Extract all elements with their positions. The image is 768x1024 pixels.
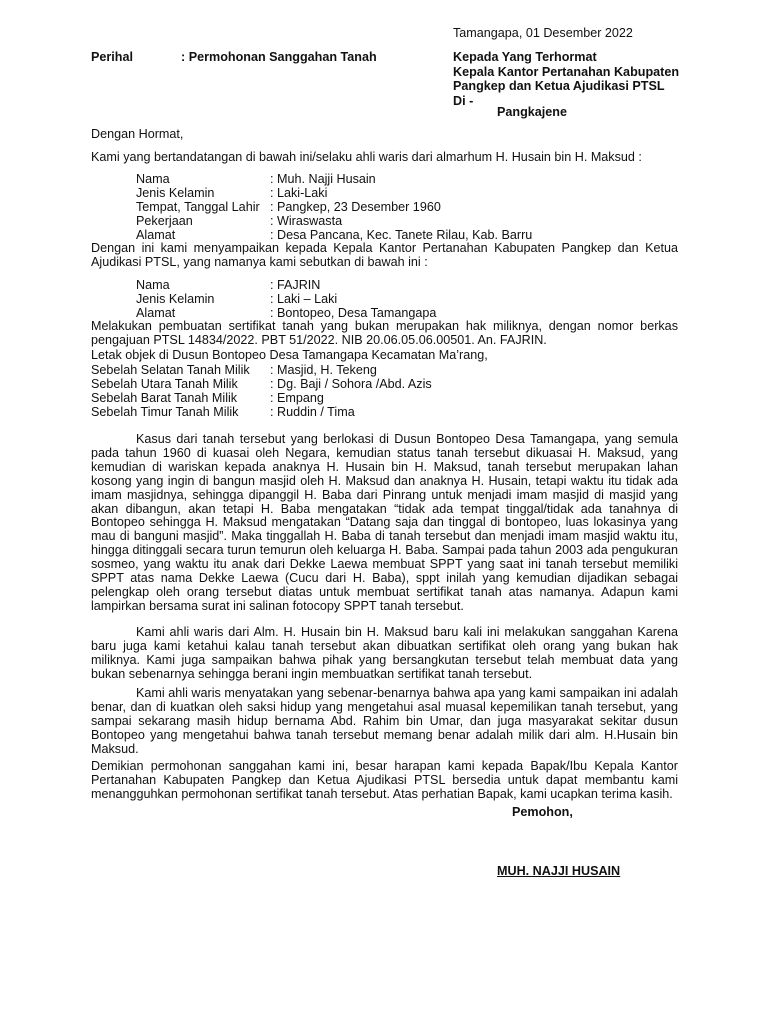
field-value: : Pangkep, 23 Desember 1960	[270, 200, 441, 214]
field-label: Jenis Kelamin	[136, 292, 215, 306]
field-value: : Wiraswasta	[270, 214, 343, 228]
field-label: Alamat	[136, 228, 176, 242]
field-value: : Laki – Laki	[270, 292, 338, 306]
recipient-block	[453, 50, 679, 108]
field-label: Pekerjaan	[136, 214, 193, 228]
case-paragraph: Kasus dari tanah tersebut yang berlokasi di Dusun Bontopeo Desa Tamangapa, yang semula pada tahun 1960 di kuasai oleh Negara, kemudian status tanah tersebut dikuasai H. Maksud, yang kemudian di wariskan kepada anaknya H. Husain bin H. Maksud, tanah tersebut merupakan lahan kosong yang ingin di bangun masjid oleh H. Maksud dan anaknya H. Husain, tetapi waktu itu tidak ada imam masjidnya, sehingga dipanggil H. Baba dari Pinrang untuk menjadi imam masjid di masjid yang akan dibangun, akan tetapi H. Baba mengatakan “tidak ada tempat tinggal/tidak ada tanahnya di Bontopeo sehingga H. Maksud mengatakan “Datang saja dan tinggal di bontopeo, luas lokasinya yang mau di banguni masjid”. Maka tinggallah H. Baba di tanah tersebut dan menjadi imam masjid waktu itu, hingga ditinggali secara turun temurun oleh keluarga H. Baba. Sampai pada tahun 2003 ada pengukuran sosmeo, yang waktu itu anak dari Dekke Laewa membuat SPPT yang saat ini tanah tersebut memiliki SPPT atas nama Dekke Laewa (Cucu dari H. Baba), sppt inilah yang kemudian dijadikan sebagai pelengkap oleh orang tersebut diatas untuk membuat sertifikat tanah atas namanya. Adapun kami lampirkan bersama surat ini salinan fotocopy SPPT tanah tersebut.	[91, 432, 678, 613]
intro-text: Kami yang bertandatangan di bawah ini/selaku ahli waris dari almarhum H. Husain bin H. Maksud :	[91, 150, 642, 164]
field-value: : FAJRIN	[270, 278, 321, 292]
boundary-label: Sebelah Utara Tanah Milik	[91, 377, 238, 391]
field-value: : Laki-Laki	[270, 186, 328, 200]
boundary-value: : Empang	[270, 391, 324, 405]
sign-off: Pemohon,	[512, 805, 573, 819]
boundary-value: : Ruddin / Tima	[270, 405, 355, 419]
boundary-label: Sebelah Barat Tanah Milik	[91, 391, 238, 405]
field-label: Alamat	[136, 306, 176, 320]
field-label: Jenis Kelamin	[136, 186, 215, 200]
recipient-line: Kepala Kantor Pertanahan Kabupaten	[453, 64, 680, 79]
subject-label: Perihal	[91, 50, 133, 64]
location-text: Letak objek di Dusun Bontopeo Desa Tamangapa Kecamatan Ma’rang,	[91, 348, 488, 362]
field-label: Tempat, Tanggal Lahir	[136, 200, 260, 214]
recipient-line: Di -	[453, 93, 474, 108]
field-value: : Muh. Najji Husain	[270, 172, 376, 186]
greeting: Dengan Hormat,	[91, 127, 184, 141]
submission-paragraph: Dengan ini kami menyampaikan kepada Kepala Kantor Pertanahan Kabupaten Pangkep dan Ketua Ajudikasi PTSL, yang namanya kami sebutkan di bawah ini :	[91, 241, 678, 269]
field-value: : Bontopeo, Desa Tamangapa	[270, 306, 437, 320]
recipient-city: Pangkajene	[497, 105, 567, 119]
field-label: Nama	[136, 172, 170, 186]
field-label: Nama	[136, 278, 170, 292]
statement-paragraph: Kami ahli waris menyatakan yang sebenar-benarnya bahwa apa yang kami sampaikan ini adalah benar, dan di kuatkan oleh saksi hidup yang mengetahui asal muasal kepemilikan tanah tersebut, yang sampai sekarang masih hidup bernama Abd. Rahim bin Umar, dan juga masyarakat sekitar dusun Bontopeo yang mengetahui bahwa tanah tersebut memang benar adalah milik dari alm. H.Husain bin Maksud.	[91, 686, 678, 756]
subject-value: : Permohonan Sanggahan Tanah	[181, 50, 377, 64]
recipient-line: Pangkep dan Ketua Ajudikasi PTSL	[453, 79, 665, 94]
certificate-paragraph: Melakukan pembuatan sertifikat tanah yang bukan merupakan hak miliknya, dengan nomor berkas pengajuan PTSL 14834/2022. PBT 51/2022. NIB 20.06.05.06.00501. An. FAJRIN.	[91, 319, 678, 347]
signatory-name: MUH. NAJJI HUSAIN	[497, 864, 621, 878]
boundary-label: Sebelah Selatan Tanah Milik	[91, 363, 250, 377]
boundary-label: Sebelah Timur Tanah Milik	[91, 405, 239, 419]
heirs-paragraph: Kami ahli waris dari Alm. H. Husain bin H. Maksud baru kali ini melakukan sanggahan Karena baru juga kami ketahui kalau tanah tersebut akan dibuatkan sertifikat oleh orang yang bukan hak miliknya. Kami juga sampaikan bahwa pihak yang bersangkutan tersebut telah membuat data yang bukan sebenarnya sehingga berani ingin membuatkan sertifikat tanah tersebut.	[91, 625, 678, 681]
field-value: : Desa Pancana, Kec. Tanete Rilau, Kab. Barru	[270, 228, 533, 242]
closing-paragraph: Demikian permohonan sanggahan kami ini, besar harapan kami kepada Bapak/Ibu Kepala Kantor Pertanahan Kabupaten Pangkep dan Ketua Ajudikasi PTSL bersedia untuk dapat membantu kami menangguhkan permohonan sertifikat tanah tersebut. Atas perhatian Bapak, kami ucapkan terima kasih.	[91, 759, 678, 801]
recipient-line: Kepada Yang Terhormat	[453, 50, 597, 64]
boundary-value: : Dg. Baji / Sohora /Abd. Azis	[270, 377, 432, 391]
place-date: Tamangapa, 01 Desember 2022	[453, 26, 633, 40]
boundary-value: : Masjid, H. Tekeng	[270, 363, 377, 377]
